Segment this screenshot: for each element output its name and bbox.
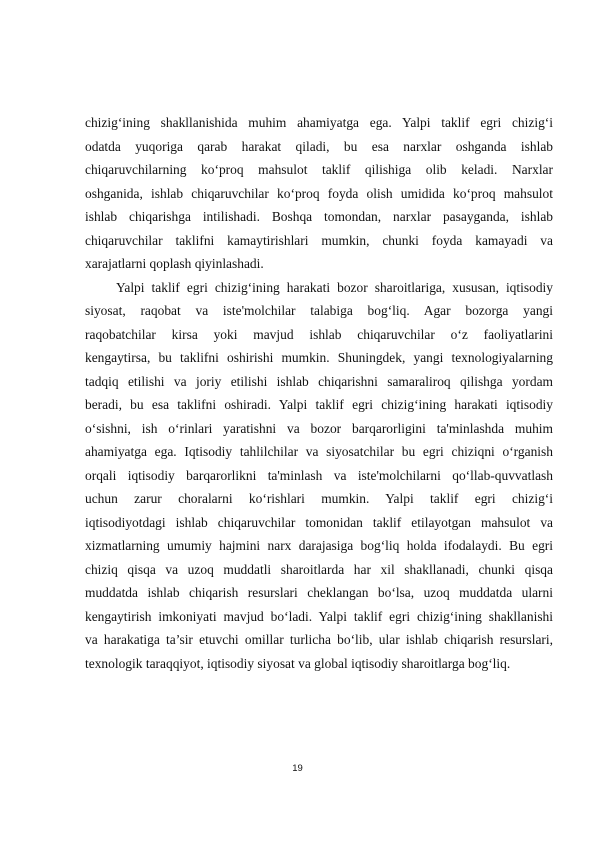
paragraph-1 bbox=[85, 111, 553, 276]
text-line: iqtisodiyotdagi ishlab chiqaruvchilar tomonidan taklif etilayotgan mahsulot va bbox=[85, 514, 553, 530]
text-line: xizmatlarning umumiy hajmini narx darajasiga bog‘liq holda ifodalaydi. Bu egri bbox=[85, 538, 553, 553]
text-line: uchun zarur choralarni ko‘rishlari mumkin. Yalpi taklif egri chizig‘i bbox=[85, 491, 553, 506]
text-line: tadqiq etilishi va joriy etilishi ishlab chiqarishni samaraliroq qilishga yordam bbox=[85, 373, 553, 389]
text-line: muddatda ishlab chiqarish resurslari cheklangan bo‘lsa, uzoq muddatda ularni bbox=[85, 585, 553, 600]
text-line: kengaytirish imkoniyati mavjud bo‘ladi. Yalpi taklif egri chizig‘ining shakllanishi bbox=[85, 608, 553, 624]
text-line: orqali iqtisodiy barqarorlikni ta'minlash va iste'molchilarni qo‘llab-quvvatlash bbox=[85, 467, 553, 483]
text-line: beradi, bu esa taklifni oshiradi. Yalpi taklif egri chizig‘ining harakati iqtisodiy bbox=[85, 397, 553, 412]
text-line: ahamiyatga ega. Iqtisodiy tahlilchilar va siyosatchilar bu egri chiziqni o‘rganish bbox=[85, 444, 553, 459]
text-line: kengaytirsa, bu taklifni oshirishi mumkin. Shuningdek, yangi texnologiyalarning bbox=[85, 350, 553, 365]
text-line: raqobatchilar kirsa yoki mavjud ishlab chiqaruvchilar o‘z faoliyatlarini bbox=[85, 326, 553, 342]
text-line: chizig‘ining shakllanishida muhim ahamiyatga ega. Yalpi taklif egri chizig‘i bbox=[85, 115, 553, 130]
text-line: odatda yuqoriga qarab harakat qiladi, bu esa narxlar oshganda ishlab bbox=[85, 138, 553, 154]
text-line: siyosat, raqobat va iste'molchilar talabiga bog‘liq. Agar bozorga yangi bbox=[85, 303, 553, 318]
text-line: texnologik taraqqiyot, iqtisodiy siyosat va global iqtisodiy sharoitlarga bog‘liq. bbox=[85, 655, 511, 671]
text-line: o‘sishni, ish o‘rinlari yaratishni va bozor barqarorligini ta'minlashda muhim bbox=[85, 420, 553, 436]
text-line: oshganida, ishlab chiqaruvchilar ko‘proq foyda olish umidida ko‘proq mahsulot bbox=[85, 185, 553, 201]
text-line: chiqaruvchilar taklifni kamaytirishlari mumkin, chunki foyda kamayadi va bbox=[85, 232, 553, 248]
page-number: 19 bbox=[292, 763, 303, 774]
text-line: ishlab chiqarishga intilishadi. Boshqa tomondan, narxlar pasayganda, ishlab bbox=[85, 209, 553, 224]
paragraph-2 bbox=[85, 276, 553, 676]
text-line: chiqaruvchilarning ko‘proq mahsulot taklif qilishiga olib keladi. Narxlar bbox=[85, 162, 553, 177]
text-line: chiziq qisqa va uzoq muddatli sharoitlarda har xil shakllanadi, chunki qisqa bbox=[85, 561, 553, 577]
text-line: va harakatiga ta’sir etuvchi omillar turlicha bo‘lib, ular ishlab chiqarish resurslari, bbox=[85, 632, 553, 647]
body-text bbox=[85, 111, 553, 675]
text-line: xarajatlarni qoplash qiyinlashadi. bbox=[85, 256, 264, 271]
text-line: Yalpi taklif egri chizig‘ining harakati bozor sharoitlariga, xususan, iqtisodiy bbox=[116, 279, 553, 295]
